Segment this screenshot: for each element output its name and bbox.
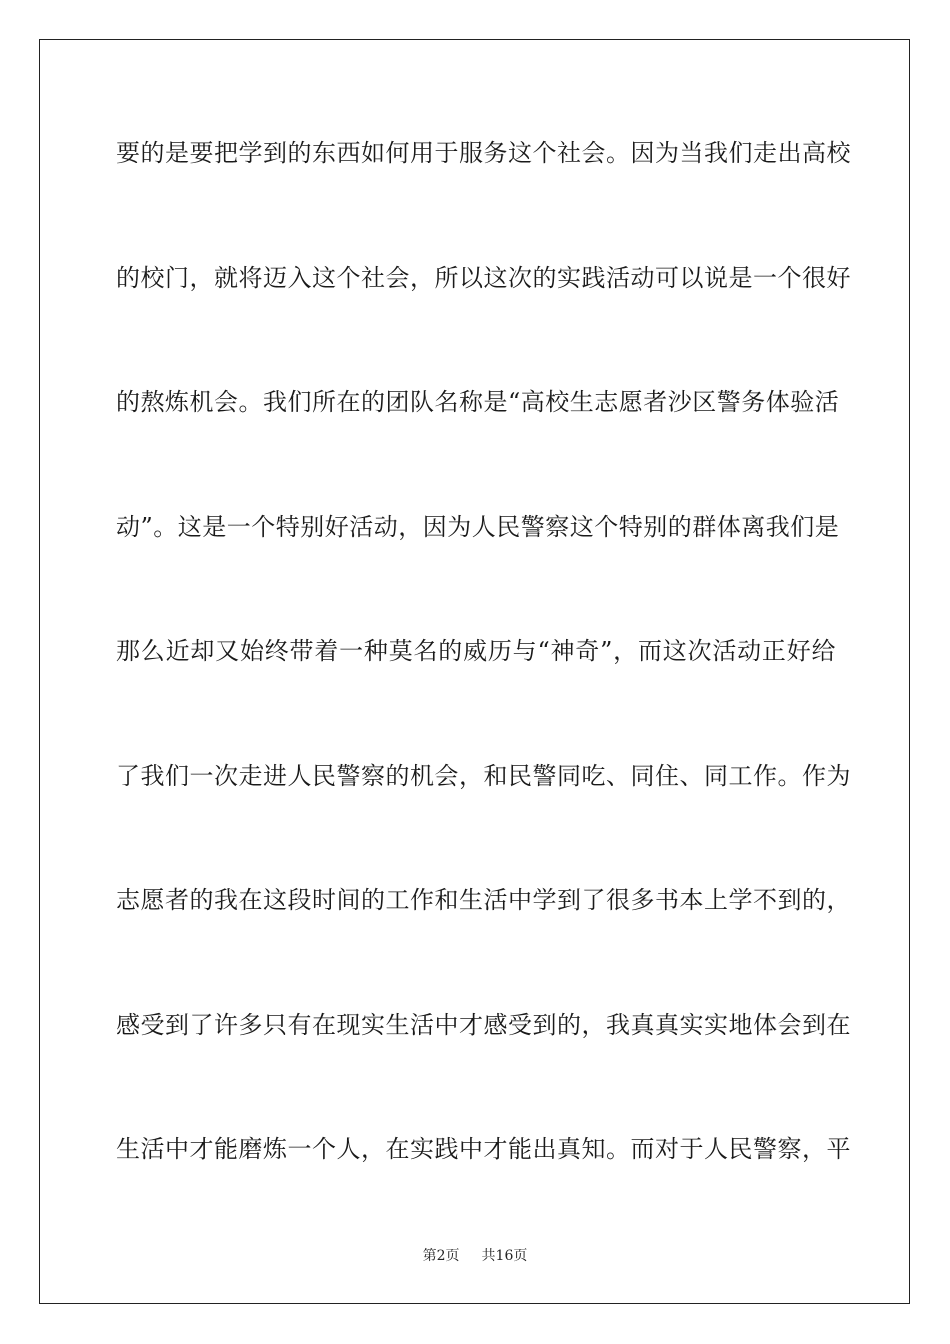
text-line-2: 的校门，就将迈入这个社会，所以这次的实践活动可以说是一个很好 [116, 263, 851, 292]
text-line-9: 生活中才能磨炼一个人，在实践中才能出真知。而对于人民警察，平 [116, 1135, 851, 1163]
text-line-1: 要的是要把学到的东西如何用于服务这个社会。因为当我们走出高校 [116, 139, 851, 167]
text-line-8: 感受到了许多只有在现实生活中才感受到的，我真真实实地体会到在 [116, 1010, 851, 1039]
page-total: 共16页 [481, 1248, 528, 1264]
text-line-4: 动”。这是一个特别好活动，因为人民警察这个特别的群体离我们是 [116, 512, 840, 541]
text-line-3: 的熬炼机会。我们所在的团队名称是“高校生志愿者沙区警务体验活 [116, 388, 840, 416]
page-footer [0, 1245, 950, 1265]
text-line-7: 志愿者的我在这段时间的工作和生活中学到了很多书本上学不到的， [116, 886, 851, 914]
text-line-6: 了我们一次走进人民警察的机会，和民警同吃、同住、同工作。作为 [116, 761, 851, 790]
page-number: 第2页 [422, 1248, 460, 1264]
text-line-5: 那么近却又始终带着一种莫名的威历与“神奇”，而这次活动正好给 [116, 637, 836, 665]
document-body [116, 128, 851, 1249]
